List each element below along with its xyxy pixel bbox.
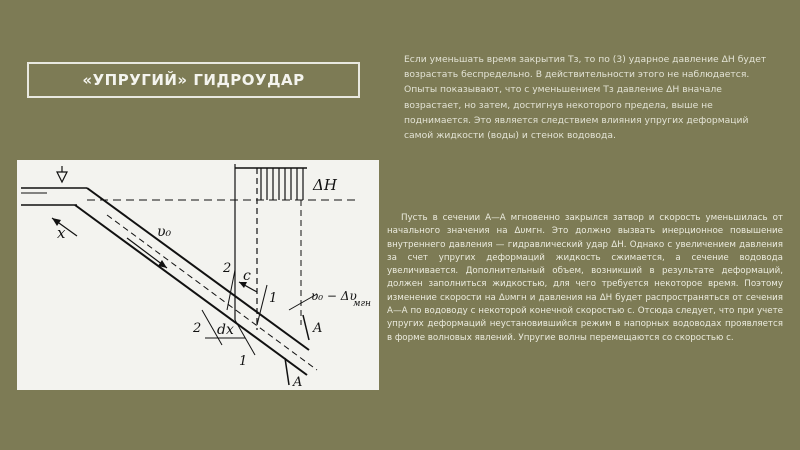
- pipe-upper-wall: [75, 205, 307, 375]
- label-dx: dx: [217, 322, 234, 338]
- explanation-paragraph: Пусть в сечении А—А мгновенно закрылся затвор и скорость уменьшилась от начального значения на Δυмгн. Это должно вызвать инерционное повышение внутреннего давления — гидравлический удар ΔН. Однако с увеличением давления за счет упругих деформаций жидкость сжимается, а сечение водовода увеличивается. Дополнительный объем, возникший в результате деформаций, должен заполниться жидкостью, для чего требуется некоторое время. Поэтому изменение скорости на Δυмгн и давления на ΔН будет распространяться от сечения А—А по водоводу с некоторой конечной скоростью с. Отсюда следует, что при учете упругих деформаций неустановившийся режим в напорных водоводах проявляется в форме волновых явлений. Упругие волны перемещаются со скоростью с.: [387, 213, 783, 343]
- intro-paragraph: Если уменьшать время закрытия Тз, то по (3) ударное давление ΔН будет возрастать беспредельно. В действительности этого не наблюдается. Опыты показывают, что с уменьшением Тз давление ΔН вначале возрастает, но затем, достигнув некоторого предела, выше не поднимается. Это является следствием влияния упругих деформаций самой жидкости (воды) и стенок водовода.: [404, 54, 767, 142]
- pressure-hatching: [261, 168, 303, 200]
- diagram-svg: [17, 160, 379, 390]
- label-delta-h: ΔH: [313, 176, 337, 194]
- pipe-axis-dashed: [107, 215, 317, 370]
- slide-title: «УПРУГИЙ» ГИДРОУДАР: [27, 62, 360, 98]
- label-2-lower: 2: [193, 321, 202, 336]
- label-a-upper: A: [313, 321, 323, 336]
- label-2-upper: 2: [223, 261, 232, 276]
- label-v0-minus-sub: мгн: [353, 299, 371, 309]
- label-1-lower: 1: [239, 354, 248, 369]
- label-a-lower: A: [293, 375, 303, 390]
- water-level-marker-icon: [57, 172, 67, 182]
- label-v0: υ₀: [157, 224, 172, 240]
- water-hammer-diagram: [17, 160, 379, 390]
- label-1-upper: 1: [269, 291, 278, 306]
- label-v0-minus: υ₀ − Δυ: [311, 289, 357, 303]
- label-c: c: [243, 268, 251, 284]
- label-x: x: [57, 224, 66, 242]
- gate-upper-mark: [303, 315, 309, 340]
